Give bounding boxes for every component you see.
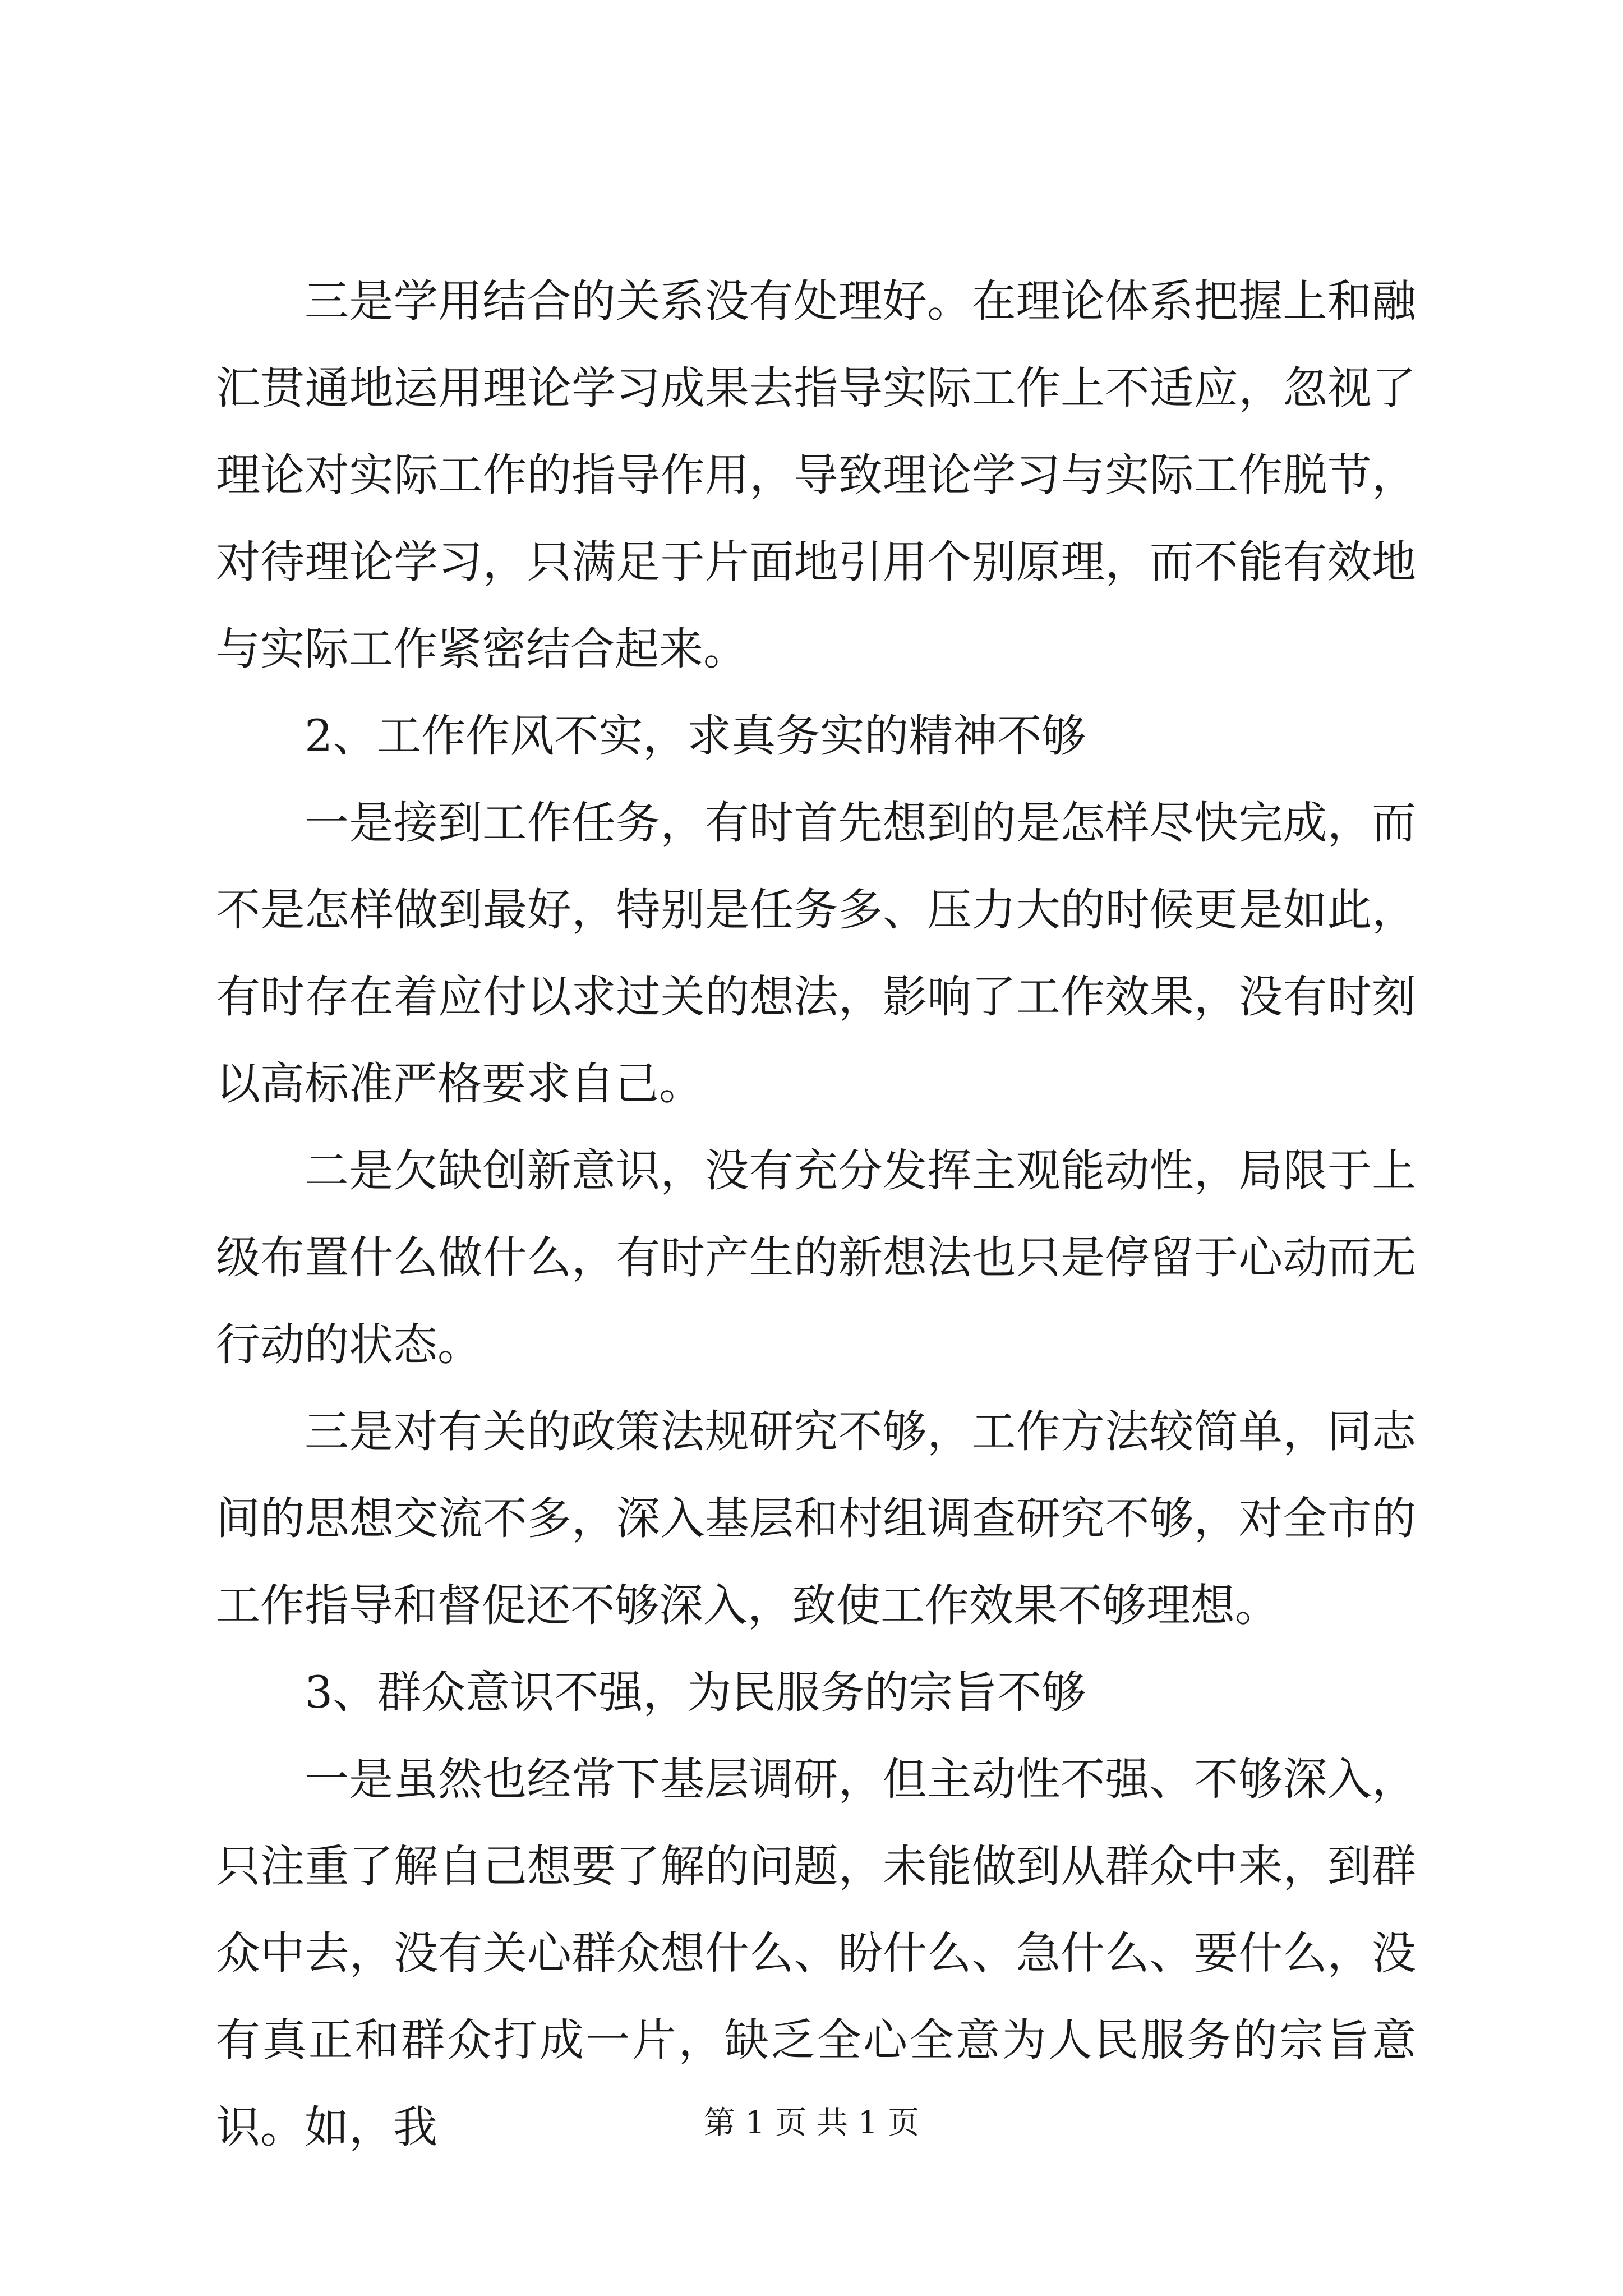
page-number-footer: 第 1 页 共 1 页: [703, 2105, 920, 2141]
paragraph-policy-research: 三是对有关的政策法规研究不够，工作方法较简单，同志间的思想交流不多，深入基层和村组调查研究不够，对全市的工作指导和督促还不够深入，致使工作效果不够理想。: [216, 1406, 1416, 1631]
paragraph-innovation: 二是欠缺创新意识，没有充分发挥主观能动性，局限于上级布置什么做什么，有时产生的新想法也只是停留于心动而无行动的状态。: [216, 1145, 1416, 1370]
heading-mass-awareness: 3、群众意识不强，为民服务的宗旨不够: [305, 1667, 1086, 1718]
heading-work-style: 2、工作作风不实，求真务实的精神不够: [305, 710, 1086, 762]
paragraph-grassroots: 一是虽然也经常下基层调研，但主动性不强、不够深入，只注重了解自己想要了解的问题，未能做到从群众中来，到群众中去，没有关心群众想什么、盼什么、急什么、要什么，没有真正和群众打成一片，缺乏全心全意为人民服务的宗旨意识。如，我: [216, 1754, 1416, 2153]
document-body: [216, 258, 1416, 2171]
paragraph-work-tasks: 一是接到工作任务，有时首先想到的是怎样尽快完成，而不是怎样做到最好，特别是任务多、压力大的时候更是如此，有时存在着应付以求过关的想法，影响了工作效果，没有时刻以高标准严格要求自己。: [216, 797, 1416, 1110]
paragraph-study-application: 三是学用结合的关系没有处理好。在理论体系把握上和融汇贯通地运用理论学习成果去指导实际工作上不适应，忽视了理论对实际工作的指导作用，导致理论学习与实际工作脱节，对待理论学习，只满足于片面地引用个别原理，而不能有效地与实际工作紧密结合起来。: [216, 275, 1416, 675]
